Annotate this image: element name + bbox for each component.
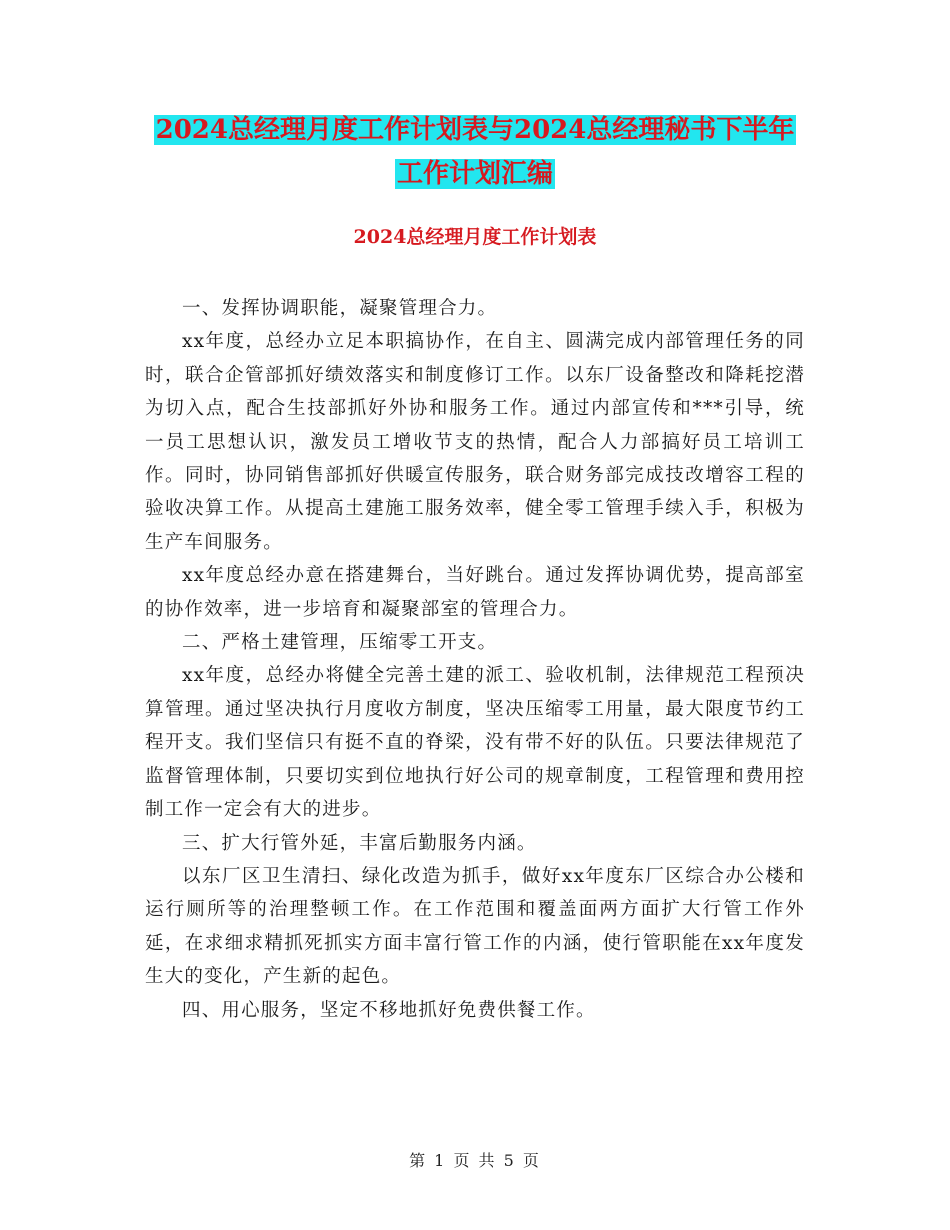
paragraph-heading-1: 一、发挥协调职能，凝聚管理合力。 <box>182 298 498 319</box>
document-title-line-1 <box>120 108 830 152</box>
paragraph-heading-3: 三、扩大行管外延，丰富后勤服务内涵。 <box>182 832 537 854</box>
paragraph: xx年度，总经办将健全完善土建的派工、验收机制，法律规范工程预决算管理。通过坚决执行月度收方制度，坚决压缩零工用量，最大限度节约工程开支。我们坚信只有挺不直的脊梁，没有带不好的队伍。只要法律规范了监督管理体制，只要切实到位地执行好公司的规章制度，工程管理和费用控制工作一定会有大的进步。 <box>145 665 805 821</box>
paragraph: 以东厂区卫生清扫、绿化改造为抓手，做好xx年度东厂区综合办公楼和运行厕所等的治理整顿工作。在工作范围和覆盖面两方面扩大行管工作外延，在求细求精抓死抓实方面丰富行管工作的内涵，使行管职能在xx年度发生大的变化，产生新的起色。 <box>145 865 805 988</box>
document-body <box>145 292 805 1027</box>
document-title-text-2: 工作计划汇编 <box>396 159 553 189</box>
paragraph-heading-4: 四、用心服务，坚定不移地抓好免费供餐工作。 <box>182 999 596 1021</box>
paragraph: xx年度总经办意在搭建舞台，当好跳台。通过发挥协调优势，提高部室的协作效率，进一步培育和凝聚部室的管理合力。 <box>145 565 805 620</box>
page-footer: 第 1 页 共 5 页 <box>409 1151 541 1170</box>
document-title-text-1: 2024总经理月度工作计划表与2024总经理秘书下半年 <box>155 115 795 145</box>
document-title-line-2 <box>120 152 830 196</box>
paragraph: xx年度，总经办立足本职搞协作，在自主、圆满完成内部管理任务的同时，联合企管部抓好绩效落实和制度修订工作。以东厂设备整改和降耗挖潜为切入点，配合生技部抓好外协和服务工作。通过内部宣传和***引导，统一员工思想认识，激发员工增收节支的热情，配合人力部搞好员工培训工作。同时，协同销售部抓好供暖宣传服务，联合财务部完成技改增容工程的验收决算工作。从提高土建施工服务效率，健全零工管理手续入手，积极为生产车间服务。 <box>145 331 805 553</box>
section-title: 2024总经理月度工作计划表 <box>353 226 597 248</box>
paragraph-heading-2: 二、严格土建管理，压缩零工开支。 <box>182 632 498 654</box>
